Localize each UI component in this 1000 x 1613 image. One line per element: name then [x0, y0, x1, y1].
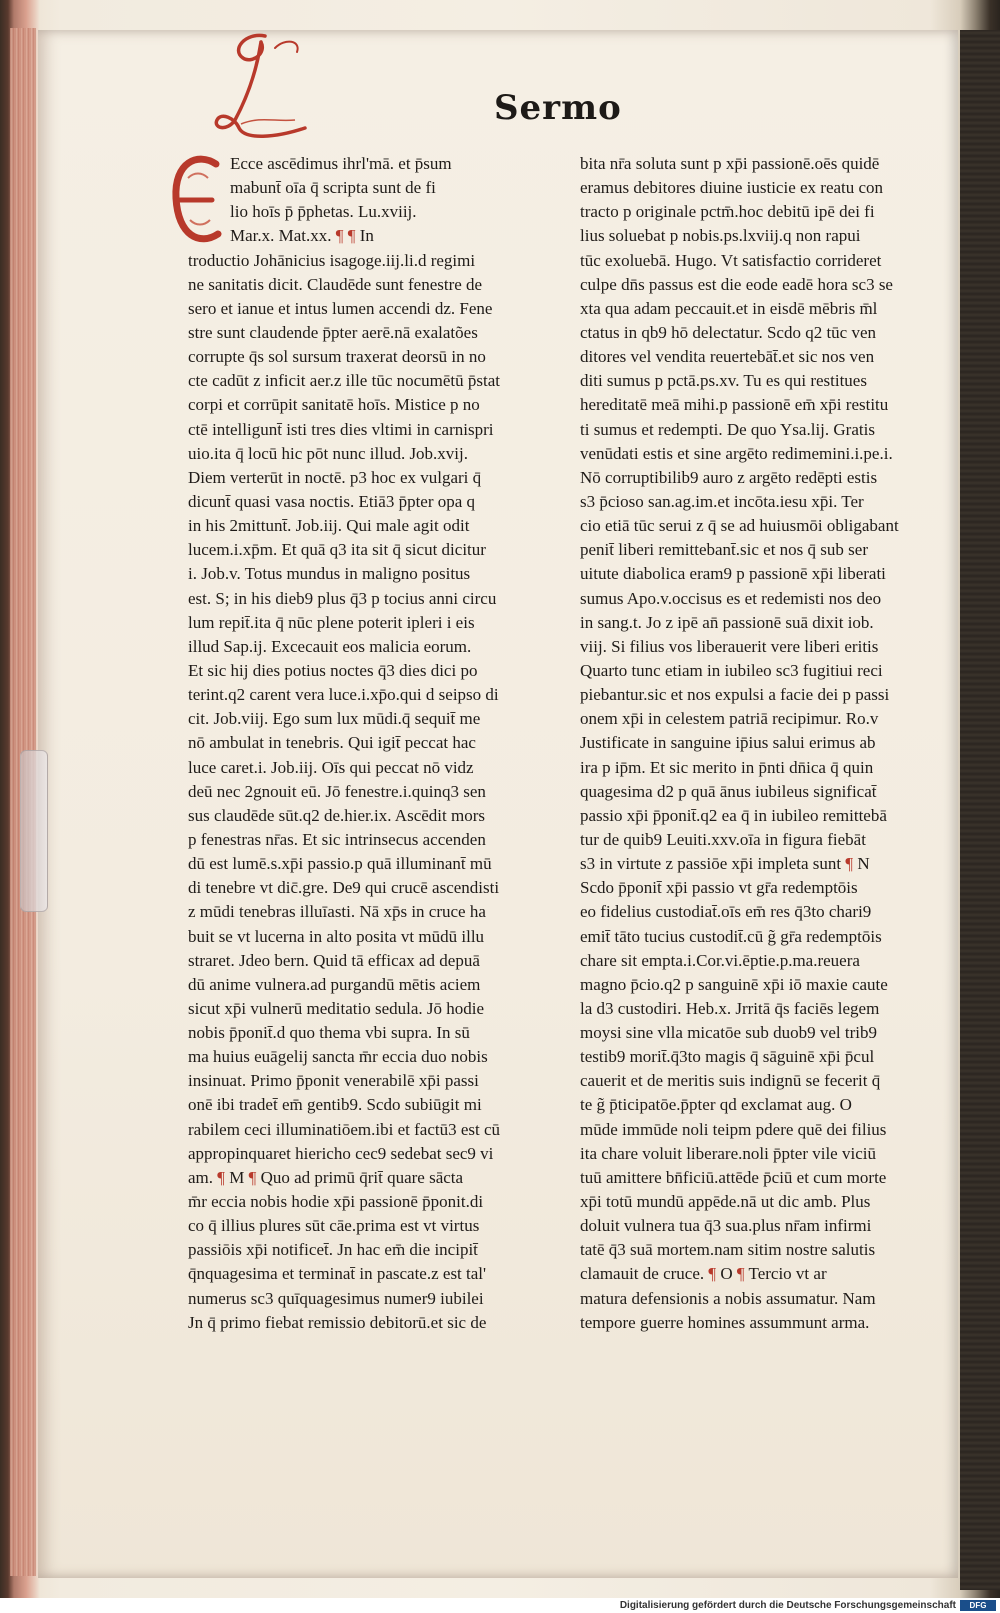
dfg-logo: DFG [960, 1600, 996, 1611]
text-line: ita chare voluit liberare.noli p̄pter vile viciū [580, 1143, 876, 1163]
text-line: dū anime vulnera.ad purgandū mētis aciem [188, 974, 481, 994]
text-line: passio xp̄i p̄ponit̄.q2 ea q̄ in iubileo remittebā [580, 805, 887, 825]
text-line: Quarto tunc etiam in iubileo sc3 fugitiui reci [580, 660, 883, 680]
text-line: sicut xp̄i vulnerū meditatio sedula. Jō hodie [188, 998, 485, 1018]
paragraph-mark: ¶ [845, 854, 854, 874]
text-line: xp̄i totū mundū appēde.nā ut dic amb. Plus [580, 1192, 871, 1212]
paragraph-mark: ¶ [347, 226, 356, 246]
text-line: sus claudēde sūt.q2 de.hier.ix. Ascēdit mors [188, 805, 485, 825]
text-line: dū est lumē.s.xp̄i passio.p quā illuminant̄ mū [188, 854, 492, 874]
text-line: la d3 custodiri. Heb.x. Jrritā q̄s faciēs legem [580, 998, 880, 1018]
text-line: Mar.x. Mat.xx. ¶ ¶ In [230, 226, 374, 246]
text-line: q̄nquagesima et terminat̄ in pascate.z est tal' [188, 1264, 487, 1284]
footer-credit: Digitalisierung gefördert durch die Deutsche Forschungsgemeinschaft [619, 1600, 956, 1611]
text-line: deū nec 2gnouit eū. Jō fenestre.i.quinq3 sen [188, 781, 486, 801]
text-line: s3 p̄cioso san.ag.im.et incōta.iesu xp̄i. Ter [580, 491, 864, 511]
text-line: chare sit empta.i.Cor.vi.ēptie.p.ma.reuera [580, 950, 860, 970]
text-line: hereditatē meā mihi.p passionē em̄ xp̄i restitu [580, 395, 889, 415]
text-line: penit̄ liberi remittebant̄.sic et nos q̄ sub ser [580, 540, 868, 560]
text-line: ctatus in qb9 hō delectatur. Scdo q2 tūc ven [580, 322, 877, 342]
facing-page-edge [960, 30, 1000, 1590]
text-line: viij. Si filius vos liberauerit vere liberi eritis [580, 636, 879, 656]
text-line: sumus Apo.v.occisus es et redemisti nos deo [580, 588, 882, 608]
text-line: clamauit de cruce. ¶ O ¶ Tercio vt ar [580, 1264, 827, 1284]
text-line: stre sunt claudende p̄pter aerē.nā exalatões [188, 322, 478, 342]
text-line: nō ambulat in tenebris. Qui igit̄ peccat hac [188, 733, 476, 753]
text-line: ne sanitatis dicit. Claudēde sunt fenestre de [188, 274, 483, 294]
text-line: cauerit et de meritis suis indignū se fecerit q̄ [580, 1071, 881, 1091]
text-line: cit. Job.viij. Ego sum lux mūdi.q̄ sequit̄ me [188, 709, 481, 729]
text-line: am. ¶ M ¶ Quo ad primū q̄rit̄ quare sācta [188, 1167, 464, 1187]
right-text-column [580, 152, 916, 1335]
footer-bar [0, 1598, 1000, 1613]
text-line: mūde immūde noli teipm pdere quē dei filius [580, 1119, 887, 1139]
text-line: Diem verterūt in noctē. p3 hoc ex vulgari q̄ [188, 467, 482, 487]
text-line: di tenebre vt dic̄.gre. De9 qui crucē ascendisti [188, 878, 500, 898]
text-line: piebantur.sic et nos expulsi a facie dei p passi [580, 685, 890, 705]
paragraph-mark: ¶ [708, 1264, 717, 1284]
text-line: Et sic hij dies potius noctes q̄3 dies dici po [188, 660, 478, 680]
text-line: lio hoīs p̄ p̄phetas. Lu.xviij. [230, 202, 417, 222]
text-line: i. Job.v. Totus mundus in maligno positus [188, 564, 471, 584]
left-text-column [188, 152, 540, 1335]
text-line: emit̄ tāto tucius custodit̄.cū g̃ gr̄a redemptōis [580, 926, 882, 946]
text-line: lius soluebat p nobis.ps.lxviij.q non rapui [580, 226, 861, 246]
text-line: dicunt̄ quasi vasa noctis. Etiā3 p̄pter opa q [188, 491, 476, 511]
text-line: illud Sap.ij. Excecauit eos malicia eorum. [188, 636, 472, 656]
text-line: tur de quib9 Leuiti.xxv.oīa in figura fiebāt [580, 829, 866, 849]
text-line: nobis p̄ponit̄.d quo thema vbi supra. In sū [188, 1023, 470, 1043]
text-line: venūdati estis et sine argēto redimemini.i.pe.i. [580, 443, 893, 463]
text-line: insinuat. Primo p̄ponit venerabilē xp̄i passi [188, 1071, 479, 1091]
text-line: passiōis xp̄i notificet̄. Jn hac em̄ die incipit̄ [188, 1240, 478, 1260]
text-line: moysi sine vlla miсatōe sub duob9 vel trib9 [580, 1023, 877, 1043]
text-line: uio.ita q̄ locū hic pōt nunc illud. Job.xvij. [188, 443, 469, 463]
text-line: xta qua adam peccauit.et in eisdē mēbris m̄l [580, 298, 878, 318]
text-line: onem xp̄i in celestem patriā recipimur. Ro.v [580, 709, 879, 729]
text-line: terint.q2 carent vera luce.i.xp̄o.qui d seipso di [188, 685, 499, 705]
text-line: lucem.i.xp̄m. Et quā q3 ita sit q̄ sicut dicitur [188, 540, 486, 560]
text-line: lum repit̄.ita q̄ nūc plene poterit ipleri i eis [188, 612, 475, 632]
text-line: magno p̄cio.q2 p sanguinē xp̄i iō maxie caute [580, 974, 888, 994]
text-line: co q̄ illius plures sūt cāe.prima est vt virtus [188, 1216, 480, 1236]
text-line: corrupte q̄s sol sursum traxerat deorsū in no [188, 347, 486, 367]
text-line: ti sumus et redempti. De quo Ysa.lij. Gratis [580, 419, 875, 439]
text-line: Nō corruptibilib9 auro z argēto redēpti estis [580, 467, 878, 487]
paragraph-mark: ¶ [335, 226, 344, 246]
text-line: m̄r eccia nobis hodie xp̄i passionē p̄ponit.di [188, 1192, 484, 1212]
text-line: Ecce ascēdimus ihrl'mā. et p̄sum [230, 154, 452, 173]
text-line: ditores vel vendita reuertebāt̄.et sic nos ven [580, 347, 875, 367]
text-line: te g̃ p̄ticipatōe.p̄pter qd exclamat aug. O [580, 1095, 852, 1115]
text-line: testib9 morit̄.q̄3to magis q̄ sāguinē xp̄i p̄cul [580, 1047, 875, 1067]
text-line: tempore guerre homines assummunt arma. [580, 1312, 870, 1332]
text-line: numerus sc3 quīquagesimus numer9 iubilei [188, 1288, 484, 1308]
text-line: tatē q̄3 suā mortem.nam sitim nostre salutis [580, 1240, 876, 1260]
text-line: tūc exoluebā. Hugo. Vt satisfactio corrideret [580, 250, 882, 270]
paragraph-mark: ¶ [736, 1264, 745, 1284]
text-line: in his 2mittunt̄. Job.iij. Qui male agit odit [188, 516, 470, 536]
text-line: culpe dn̄s passus est die eode eadē hora sc3 se [580, 274, 893, 294]
text-line: Justificate in sanguine ip̄ius salui erimus ab [580, 733, 876, 753]
text-line: est. S; in his dieb9 plus q̄3 p tocius anni circu [188, 588, 497, 608]
text-line: ma huius euāgelij sancta m̄r eccia duo nobis [188, 1047, 488, 1067]
lombard-L-initial-icon [205, 28, 315, 148]
text-line: mabunt̄ oīa q̄ scripta sunt de fi [230, 178, 436, 198]
text-line: corpi et corrūpit sanitatē hoīs. Mistice p no [188, 395, 480, 415]
text-line: eramus debitores diuine iusticie ex reatu con [580, 178, 884, 198]
text-line: uitute diabolica eram9 p passionē xp̄i liberati [580, 564, 886, 584]
text-line: cio etiā tūc serui z q̄ se ad huiusmōi obligabant [580, 516, 899, 536]
text-line: eo fidelius custodiat̄.oīs em̄ res q̄3to chari9 [580, 902, 872, 922]
text-line: Scdo p̄ponit̄ xp̄i passio vt gr̄a redemptōis [580, 878, 858, 898]
text-line: straret. Jdeo bern. Quid tā efficax ad depuā [188, 950, 480, 970]
text-line: p fenestras nr̄as. Et sic intrinsecus accenden [188, 829, 486, 849]
text-line: tracto p originale pctm̄.hoc debitū ipē dei fi [580, 202, 875, 222]
text-line: Jn q̄ primo fiebat remissio debitorū.et sic de [188, 1312, 487, 1332]
text-line: luce caret.i. Job.iij. Oīs qui peccat nō vidz [188, 757, 474, 777]
text-line: bita nr̄a soluta sunt p xp̄i passionē.oēs quidē [580, 154, 880, 173]
text-line: sero et ianue et intus lumen accendi dz. Fene [188, 298, 493, 318]
text-line: s3 in virtute z passiōe xp̄i impleta sunt ¶ N [580, 854, 870, 874]
text-line: ira p ip̄m. Et sic merito in p̄nti dn̄ica q̄ quin [580, 757, 874, 777]
running-heading: Sermo [494, 88, 622, 128]
paragraph-mark: ¶ [217, 1167, 225, 1187]
text-line: doluit vulnera tua q̄3 sua.plus nr̄am infirmi [580, 1216, 872, 1236]
text-line: buit se vt lucerna in alto posita vt mūdū illu [188, 926, 485, 946]
text-line: appropinquaret hiericho cec9 sedebat sec9 vi [188, 1143, 494, 1163]
text-line: rabilem ceci illuminatiōem.ibi et factū3 est cū [188, 1119, 501, 1139]
page-clip [20, 750, 48, 912]
text-line: onē ibi tradet̄ em̄ gentib9. Scdo subiūgit mi [188, 1095, 482, 1115]
text-line: z mūdi tenebras illuīasti. Nā xp̄s in cruce ha [188, 902, 486, 922]
text-line: cte cadūt z inficit aer.z ille tūc nocumētū p̄stat [188, 371, 501, 391]
text-line: quagesima d2 p quā ānus iubileus significat̄ [580, 781, 877, 801]
paragraph-mark: ¶ [248, 1167, 257, 1187]
text-line: tuū amittere bn̄ficiū.attēde p̄ciū et cum morte [580, 1167, 887, 1187]
text-line: troductio Johānicius isagoge.iij.li.d regimi [188, 250, 476, 270]
text-line: diti sumus p pctā.ps.xv. Tu es qui restitues [580, 371, 867, 391]
text-line: in sang.t. Jo z ipē an̄ passionē suā dixit iob. [580, 612, 874, 632]
text-line: ctē intelligunt̄ isti tres dies vltimi in carnispri [188, 419, 494, 439]
text-line: matura defensionis a nobis assumatur. Nam [580, 1288, 876, 1308]
